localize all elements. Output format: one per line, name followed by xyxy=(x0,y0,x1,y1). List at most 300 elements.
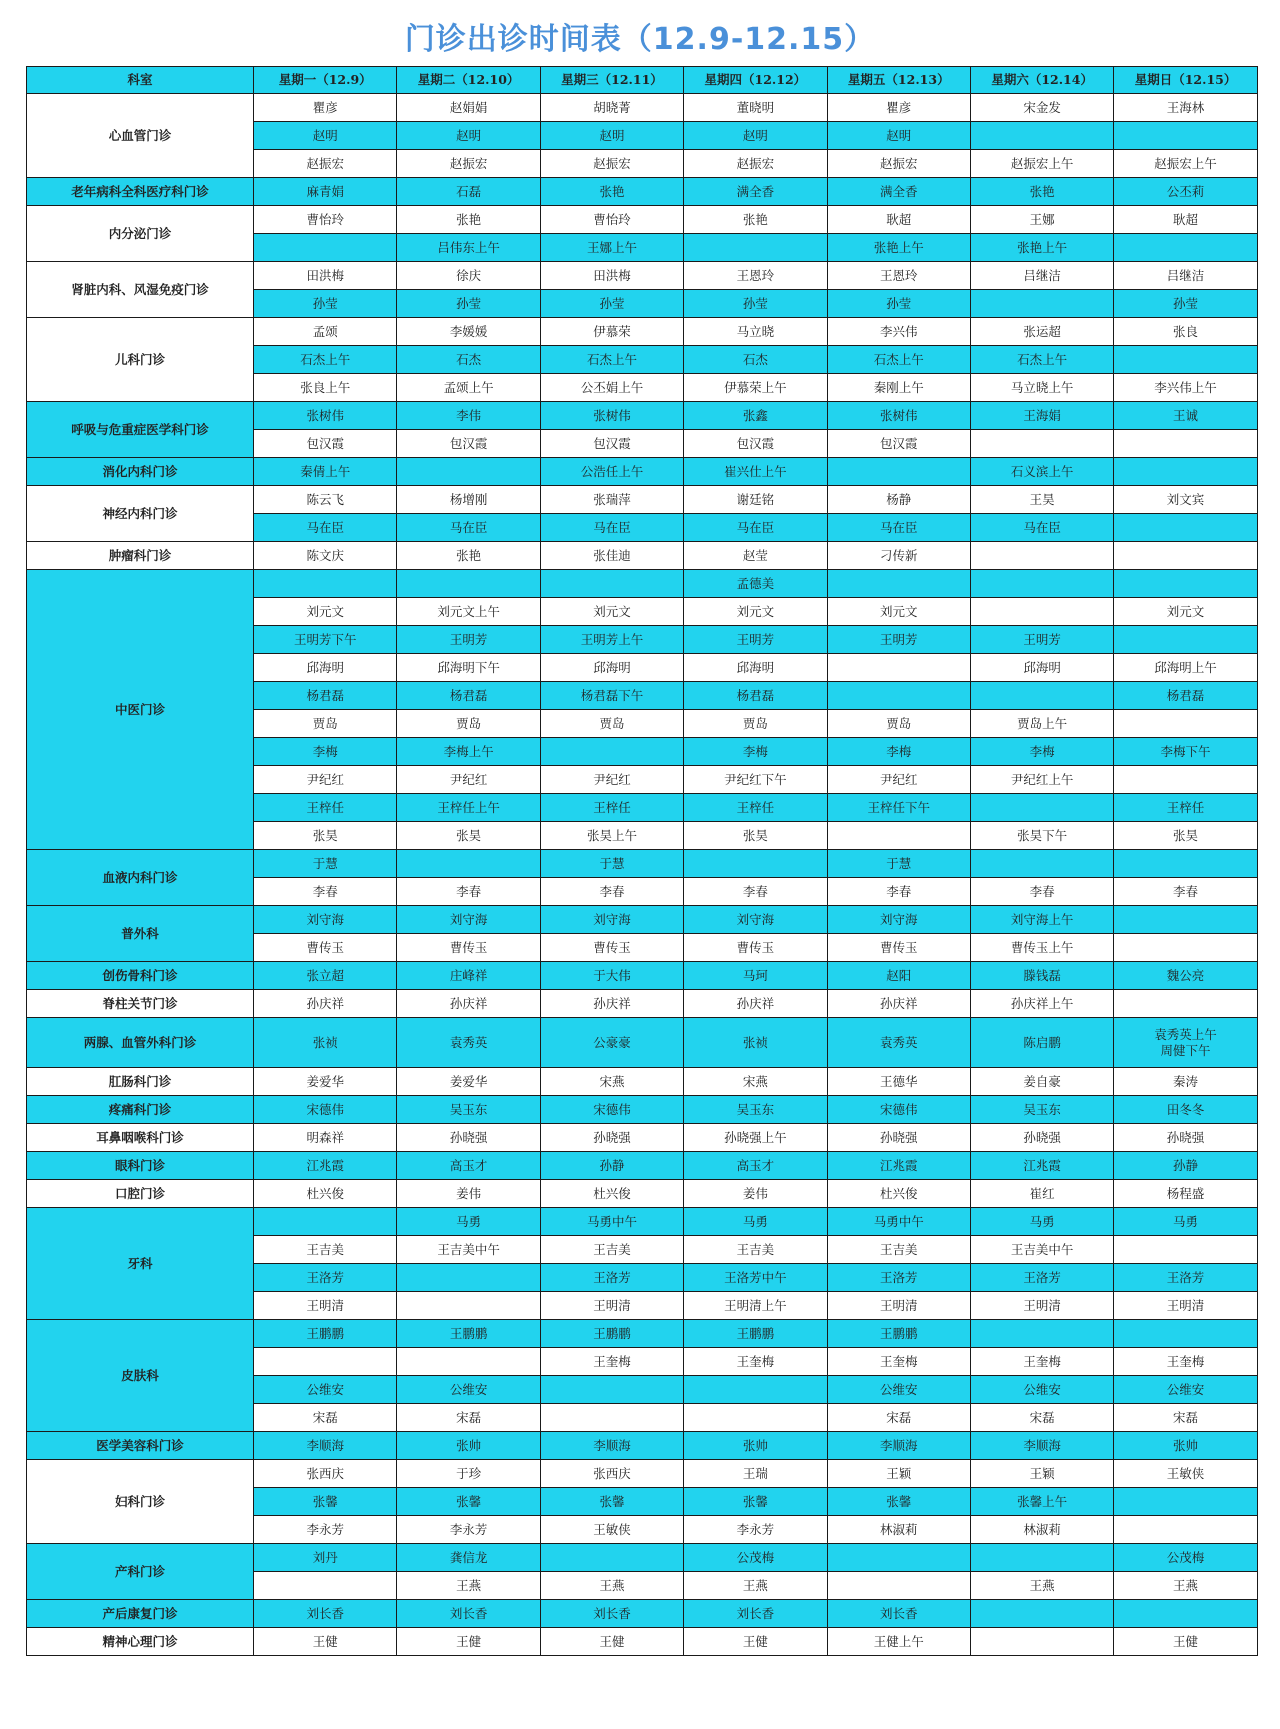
table-row xyxy=(27,1208,1258,1236)
schedule-cell xyxy=(1114,710,1257,738)
schedule-cell: 王燕 xyxy=(1114,1572,1257,1600)
schedule-cell: 于大伟 xyxy=(540,962,683,990)
schedule-cell: 赵娟娟 xyxy=(397,94,540,122)
schedule-cell: 刘守海 xyxy=(540,906,683,934)
schedule-cell: 李梅下午 xyxy=(1114,738,1257,766)
schedule-cell: 马珂 xyxy=(684,962,827,990)
table-row xyxy=(27,1432,1258,1460)
header-thursday: 星期四（12.12） xyxy=(684,67,827,94)
schedule-cell: 张艳 xyxy=(970,178,1113,206)
schedule-cell: 张艳 xyxy=(397,542,540,570)
schedule-cell: 邱海明上午 xyxy=(1114,654,1257,682)
schedule-cell xyxy=(970,598,1113,626)
schedule-cell: 王健 xyxy=(397,1628,540,1656)
schedule-cell xyxy=(827,682,970,710)
schedule-cell: 王昊 xyxy=(970,486,1113,514)
schedule-cell xyxy=(684,1404,827,1432)
schedule-cell: 张树伟 xyxy=(254,402,397,430)
schedule-cell: 满全香 xyxy=(827,178,970,206)
schedule-cell: 宋德伟 xyxy=(827,1096,970,1124)
schedule-cell: 张昊 xyxy=(684,822,827,850)
header-wednesday: 星期三（12.11） xyxy=(540,67,683,94)
schedule-cell: 姜爱华 xyxy=(254,1068,397,1096)
schedule-cell: 张馨 xyxy=(827,1488,970,1516)
schedule-cell: 王健 xyxy=(254,1628,397,1656)
schedule-cell: 王海林 xyxy=(1114,94,1257,122)
schedule-cell xyxy=(684,1376,827,1404)
schedule-cell xyxy=(970,122,1113,150)
schedule-cell: 贾岛 xyxy=(684,710,827,738)
department-name: 脊柱关节门诊 xyxy=(27,990,254,1018)
schedule-cell: 王奎梅 xyxy=(827,1348,970,1376)
department-name: 肛肠科门诊 xyxy=(27,1068,254,1096)
schedule-cell: 贾岛 xyxy=(540,710,683,738)
schedule-cell xyxy=(397,1292,540,1320)
schedule-cell: 于慧 xyxy=(827,850,970,878)
schedule-cell: 刘文宾 xyxy=(1114,486,1257,514)
schedule-cell: 张帅 xyxy=(397,1432,540,1460)
department-name: 肿瘤科门诊 xyxy=(27,542,254,570)
schedule-cell: 王洛芳 xyxy=(540,1264,683,1292)
schedule-cell: 王健 xyxy=(684,1628,827,1656)
schedule-cell: 龚信龙 xyxy=(397,1544,540,1572)
schedule-cell: 公茂梅 xyxy=(684,1544,827,1572)
table-row xyxy=(27,1096,1258,1124)
schedule-cell: 王健上午 xyxy=(827,1628,970,1656)
schedule-cell: 王吉美中午 xyxy=(970,1236,1113,1264)
department-name: 眼科门诊 xyxy=(27,1152,254,1180)
schedule-cell: 王娜 xyxy=(970,206,1113,234)
schedule-cell xyxy=(970,1544,1113,1572)
schedule-cell xyxy=(540,1376,683,1404)
table-row xyxy=(27,178,1258,206)
schedule-cell: 张帅 xyxy=(684,1432,827,1460)
schedule-cell: 林淑莉 xyxy=(970,1516,1113,1544)
schedule-cell: 滕钱磊 xyxy=(970,962,1113,990)
schedule-cell: 李伟 xyxy=(397,402,540,430)
schedule-cell xyxy=(970,850,1113,878)
schedule-cell: 包汉霞 xyxy=(254,430,397,458)
schedule-cell: 李媛媛 xyxy=(397,318,540,346)
schedule-cell: 庄峰祥 xyxy=(397,962,540,990)
schedule-cell: 刘守海 xyxy=(254,906,397,934)
schedule-cell: 王梓任下午 xyxy=(827,794,970,822)
schedule-cell: 赵振宏上午 xyxy=(1114,150,1257,178)
schedule-cell: 伊慕荣上午 xyxy=(684,374,827,402)
schedule-cell: 杜兴俊 xyxy=(540,1180,683,1208)
schedule-cell: 张良 xyxy=(1114,318,1257,346)
schedule-cell: 杨君磊 xyxy=(684,682,827,710)
schedule-cell: 陈云飞 xyxy=(254,486,397,514)
schedule-cell: 刘守海 xyxy=(827,906,970,934)
schedule-cell: 孟德美 xyxy=(684,570,827,598)
schedule-cell: 赵振宏 xyxy=(827,150,970,178)
schedule-cell: 赵振宏上午 xyxy=(970,150,1113,178)
schedule-cell: 吴玉东 xyxy=(397,1096,540,1124)
table-row xyxy=(27,1600,1258,1628)
schedule-cell: 马在臣 xyxy=(970,514,1113,542)
schedule-cell: 伊慕荣 xyxy=(540,318,683,346)
table-row xyxy=(27,1320,1258,1348)
schedule-cell: 吕继洁 xyxy=(1114,262,1257,290)
schedule-cell: 孙庆祥 xyxy=(684,990,827,1018)
schedule-cell: 包汉霞 xyxy=(827,430,970,458)
schedule-cell: 马在臣 xyxy=(827,514,970,542)
schedule-cell: 刘元文 xyxy=(540,598,683,626)
schedule-cell: 赵阳 xyxy=(827,962,970,990)
schedule-cell: 曹传玉 xyxy=(684,934,827,962)
schedule-cell: 姜伟 xyxy=(684,1180,827,1208)
schedule-cell: 石杰 xyxy=(397,346,540,374)
schedule-cell: 王燕 xyxy=(397,1572,540,1600)
schedule-cell: 尹纪红 xyxy=(254,766,397,794)
schedule-cell: 刘长香 xyxy=(827,1600,970,1628)
schedule-cell xyxy=(827,1572,970,1600)
schedule-cell: 吴玉东 xyxy=(970,1096,1113,1124)
schedule-cell: 石义滨上午 xyxy=(970,458,1113,486)
schedule-cell: 马在臣 xyxy=(684,514,827,542)
schedule-cell: 王明清上午 xyxy=(684,1292,827,1320)
header-tuesday: 星期二（12.10） xyxy=(397,67,540,94)
schedule-cell: 魏公亮 xyxy=(1114,962,1257,990)
schedule-cell: 袁秀英 xyxy=(397,1018,540,1068)
schedule-cell xyxy=(254,1572,397,1600)
schedule-cell: 张运超 xyxy=(970,318,1113,346)
schedule-cell: 王燕 xyxy=(970,1572,1113,1600)
schedule-cell: 马在臣 xyxy=(397,514,540,542)
schedule-cell: 张帅 xyxy=(1114,1432,1257,1460)
schedule-cell xyxy=(970,1600,1113,1628)
schedule-cell xyxy=(540,1544,683,1572)
schedule-cell: 张西庆 xyxy=(540,1460,683,1488)
schedule-cell: 孙晓强 xyxy=(397,1124,540,1152)
department-name: 皮肤科 xyxy=(27,1320,254,1432)
department-name: 儿科门诊 xyxy=(27,318,254,402)
schedule-cell: 吕继洁 xyxy=(970,262,1113,290)
schedule-cell: 张佳迪 xyxy=(540,542,683,570)
schedule-cell: 孙莹 xyxy=(827,290,970,318)
schedule-cell: 田洪梅 xyxy=(540,262,683,290)
schedule-cell: 陈文庆 xyxy=(254,542,397,570)
schedule-cell: 王吉美 xyxy=(827,1236,970,1264)
schedule-cell: 王明芳 xyxy=(827,626,970,654)
schedule-cell: 王明芳 xyxy=(970,626,1113,654)
schedule-cell xyxy=(1114,906,1257,934)
schedule-cell xyxy=(970,1628,1113,1656)
schedule-cell: 杨君磊 xyxy=(397,682,540,710)
schedule-cell: 李兴伟 xyxy=(827,318,970,346)
schedule-cell: 王吉美 xyxy=(540,1236,683,1264)
table-row xyxy=(27,1018,1258,1068)
schedule-cell: 王奎梅 xyxy=(1114,1348,1257,1376)
schedule-cell: 王明清 xyxy=(970,1292,1113,1320)
table-row xyxy=(27,906,1258,934)
schedule-cell: 王奎梅 xyxy=(970,1348,1113,1376)
schedule-cell: 王鹏鹏 xyxy=(684,1320,827,1348)
schedule-cell: 李春 xyxy=(827,878,970,906)
table-row xyxy=(27,850,1258,878)
schedule-cell: 孙莹 xyxy=(254,290,397,318)
schedule-cell xyxy=(684,850,827,878)
schedule-cell: 邱海明 xyxy=(684,654,827,682)
schedule-cell: 姜自豪 xyxy=(970,1068,1113,1096)
schedule-cell: 公维安 xyxy=(970,1376,1113,1404)
schedule-cell: 孙晓强上午 xyxy=(684,1124,827,1152)
schedule-cell: 石杰上午 xyxy=(970,346,1113,374)
schedule-cell: 田冬冬 xyxy=(1114,1096,1257,1124)
schedule-cell: 杨程盛 xyxy=(1114,1180,1257,1208)
schedule-cell: 王梓任 xyxy=(1114,794,1257,822)
department-name: 神经内科门诊 xyxy=(27,486,254,542)
schedule-cell: 李顺海 xyxy=(970,1432,1113,1460)
schedule-cell: 于慧 xyxy=(540,850,683,878)
schedule-cell: 刘长香 xyxy=(540,1600,683,1628)
schedule-cell: 姜伟 xyxy=(397,1180,540,1208)
schedule-cell xyxy=(970,570,1113,598)
schedule-cell xyxy=(1114,766,1257,794)
schedule-cell: 李兴伟上午 xyxy=(1114,374,1257,402)
schedule-cell: 孙莹 xyxy=(1114,290,1257,318)
schedule-cell: 李顺海 xyxy=(540,1432,683,1460)
schedule-cell xyxy=(970,682,1113,710)
schedule-cell: 马立晓 xyxy=(684,318,827,346)
schedule-cell: 宋磊 xyxy=(254,1404,397,1432)
header-row xyxy=(27,67,1258,94)
schedule-cell: 孟颂上午 xyxy=(397,374,540,402)
schedule-cell: 宋德伟 xyxy=(540,1096,683,1124)
schedule-cell: 王梓任 xyxy=(540,794,683,822)
schedule-cell: 公丕娟上午 xyxy=(540,374,683,402)
schedule-cell xyxy=(970,542,1113,570)
department-name: 内分泌门诊 xyxy=(27,206,254,262)
schedule-cell: 曹传玉 xyxy=(827,934,970,962)
schedule-cell: 王德华 xyxy=(827,1068,970,1096)
schedule-cell: 张昊 xyxy=(254,822,397,850)
department-name: 血液内科门诊 xyxy=(27,850,254,906)
schedule-cell: 孙静 xyxy=(540,1152,683,1180)
schedule-cell xyxy=(970,290,1113,318)
schedule-cell: 刘元文 xyxy=(827,598,970,626)
department-name: 心血管门诊 xyxy=(27,94,254,178)
schedule-cell: 张艳上午 xyxy=(827,234,970,262)
schedule-cell: 王鹏鹏 xyxy=(397,1320,540,1348)
department-name: 创伤骨科门诊 xyxy=(27,962,254,990)
schedule-cell: 石磊 xyxy=(397,178,540,206)
schedule-body xyxy=(27,94,1258,1656)
schedule-cell: 李永芳 xyxy=(254,1516,397,1544)
schedule-cell: 马在臣 xyxy=(254,514,397,542)
schedule-cell: 张昊 xyxy=(1114,822,1257,850)
schedule-cell: 袁秀英 xyxy=(827,1018,970,1068)
schedule-cell: 王颖 xyxy=(827,1460,970,1488)
department-name: 医学美容科门诊 xyxy=(27,1432,254,1460)
schedule-cell xyxy=(1114,850,1257,878)
schedule-cell: 麻青娟 xyxy=(254,178,397,206)
schedule-cell: 赵明 xyxy=(684,122,827,150)
header-monday: 星期一（12.9） xyxy=(254,67,397,94)
schedule-cell: 刘丹 xyxy=(254,1544,397,1572)
schedule-cell xyxy=(1114,514,1257,542)
schedule-cell: 公维安 xyxy=(1114,1376,1257,1404)
schedule-cell: 王洛芳 xyxy=(970,1264,1113,1292)
schedule-cell: 宋燕 xyxy=(540,1068,683,1096)
schedule-cell: 包汉霞 xyxy=(684,430,827,458)
schedule-cell: 于珍 xyxy=(397,1460,540,1488)
schedule-cell xyxy=(827,822,970,850)
schedule-cell xyxy=(1114,1600,1257,1628)
schedule-cell: 江兆霞 xyxy=(827,1152,970,1180)
schedule-cell xyxy=(1114,1320,1257,1348)
schedule-cell: 秦涛 xyxy=(1114,1068,1257,1096)
schedule-cell: 张鑫 xyxy=(684,402,827,430)
header-friday: 星期五（12.13） xyxy=(827,67,970,94)
schedule-cell: 满全香 xyxy=(684,178,827,206)
schedule-cell: 王恩玲 xyxy=(827,262,970,290)
schedule-cell: 尹纪红下午 xyxy=(684,766,827,794)
schedule-cell: 石杰 xyxy=(684,346,827,374)
schedule-cell: 孙莹 xyxy=(397,290,540,318)
schedule-cell xyxy=(254,1348,397,1376)
schedule-cell xyxy=(1114,458,1257,486)
schedule-cell: 明森祥 xyxy=(254,1124,397,1152)
schedule-cell: 袁秀英上午 周健下午 xyxy=(1114,1018,1257,1068)
header-saturday: 星期六（12.14） xyxy=(970,67,1113,94)
schedule-cell: 孙庆祥 xyxy=(540,990,683,1018)
schedule-cell: 谢廷铭 xyxy=(684,486,827,514)
schedule-cell: 公浩任上午 xyxy=(540,458,683,486)
schedule-cell: 包汉霞 xyxy=(397,430,540,458)
schedule-cell xyxy=(827,1544,970,1572)
schedule-cell: 马立晓上午 xyxy=(970,374,1113,402)
schedule-cell: 张良上午 xyxy=(254,374,397,402)
department-name: 产科门诊 xyxy=(27,1544,254,1600)
schedule-cell: 孟颂 xyxy=(254,318,397,346)
schedule-cell: 马在臣 xyxy=(540,514,683,542)
schedule-cell: 张树伟 xyxy=(540,402,683,430)
schedule-cell: 宋磊 xyxy=(827,1404,970,1432)
schedule-cell: 宋磊 xyxy=(1114,1404,1257,1432)
table-row xyxy=(27,458,1258,486)
schedule-cell: 尹纪红 xyxy=(827,766,970,794)
department-name: 口腔门诊 xyxy=(27,1180,254,1208)
schedule-cell: 张馨上午 xyxy=(970,1488,1113,1516)
schedule-cell xyxy=(827,458,970,486)
schedule-cell: 张祯 xyxy=(684,1018,827,1068)
schedule-cell: 瞿彦 xyxy=(827,94,970,122)
schedule-cell: 张西庆 xyxy=(254,1460,397,1488)
table-row xyxy=(27,542,1258,570)
schedule-cell xyxy=(1114,1236,1257,1264)
schedule-cell: 马勇 xyxy=(1114,1208,1257,1236)
schedule-cell: 李春 xyxy=(684,878,827,906)
table-row xyxy=(27,1068,1258,1096)
schedule-cell: 王诚 xyxy=(1114,402,1257,430)
table-row xyxy=(27,318,1258,346)
schedule-cell: 张馨 xyxy=(397,1488,540,1516)
schedule-cell: 李春 xyxy=(540,878,683,906)
schedule-cell: 秦倩上午 xyxy=(254,458,397,486)
schedule-cell: 李梅 xyxy=(684,738,827,766)
schedule-cell: 宋燕 xyxy=(684,1068,827,1096)
schedule-cell: 曹传玉上午 xyxy=(970,934,1113,962)
schedule-cell: 王鹏鹏 xyxy=(254,1320,397,1348)
schedule-cell: 李顺海 xyxy=(254,1432,397,1460)
schedule-cell: 王健 xyxy=(1114,1628,1257,1656)
schedule-cell: 张艳上午 xyxy=(970,234,1113,262)
schedule-cell: 田洪梅 xyxy=(254,262,397,290)
table-row xyxy=(27,486,1258,514)
schedule-cell: 张瑞萍 xyxy=(540,486,683,514)
schedule-cell xyxy=(827,654,970,682)
schedule-cell: 李春 xyxy=(397,878,540,906)
department-name: 普外科 xyxy=(27,906,254,962)
schedule-cell: 刘元文上午 xyxy=(397,598,540,626)
schedule-cell: 邱海明 xyxy=(970,654,1113,682)
schedule-cell xyxy=(1114,570,1257,598)
schedule-cell: 王海娟 xyxy=(970,402,1113,430)
schedule-cell: 邱海明 xyxy=(540,654,683,682)
schedule-cell: 王敏侠 xyxy=(1114,1460,1257,1488)
schedule-cell: 李永芳 xyxy=(684,1516,827,1544)
schedule-cell: 张艳 xyxy=(540,178,683,206)
schedule-cell xyxy=(397,1264,540,1292)
schedule-cell: 赵明 xyxy=(540,122,683,150)
schedule-cell: 董晓明 xyxy=(684,94,827,122)
schedule-cell: 李春 xyxy=(970,878,1113,906)
schedule-cell: 公维安 xyxy=(254,1376,397,1404)
schedule-cell: 石杰上午 xyxy=(540,346,683,374)
schedule-cell: 孙莹 xyxy=(684,290,827,318)
schedule-cell: 宋磊 xyxy=(970,1404,1113,1432)
schedule-cell: 刘元文 xyxy=(684,598,827,626)
schedule-cell xyxy=(540,570,683,598)
schedule-cell: 江兆霞 xyxy=(254,1152,397,1180)
schedule-cell: 石杰上午 xyxy=(254,346,397,374)
department-name: 两腺、血管外科门诊 xyxy=(27,1018,254,1068)
schedule-cell: 曹怡玲 xyxy=(540,206,683,234)
schedule-cell xyxy=(970,430,1113,458)
schedule-cell: 曹传玉 xyxy=(397,934,540,962)
schedule-cell: 崔红 xyxy=(970,1180,1113,1208)
schedule-cell: 李春 xyxy=(254,878,397,906)
schedule-cell: 刘守海 xyxy=(684,906,827,934)
schedule-cell: 崔兴仕上午 xyxy=(684,458,827,486)
table-row xyxy=(27,962,1258,990)
schedule-cell xyxy=(970,1320,1113,1348)
page-title: 门诊出诊时间表（12.9-12.15） xyxy=(404,22,876,57)
schedule-cell: 孙庆祥 xyxy=(254,990,397,1018)
schedule-cell: 李梅 xyxy=(827,738,970,766)
schedule-cell xyxy=(254,570,397,598)
schedule-cell: 孙晓强 xyxy=(970,1124,1113,1152)
header-sunday: 星期日（12.15） xyxy=(1114,67,1257,94)
schedule-cell: 徐庆 xyxy=(397,262,540,290)
schedule-cell xyxy=(1114,1516,1257,1544)
department-name: 牙科 xyxy=(27,1208,254,1320)
schedule-cell: 刘守海 xyxy=(397,906,540,934)
schedule-cell: 杨君磊 xyxy=(254,682,397,710)
schedule-cell xyxy=(540,1404,683,1432)
schedule-cell: 王洛芳 xyxy=(827,1264,970,1292)
schedule-cell: 孙晓强 xyxy=(540,1124,683,1152)
schedule-cell: 王娜上午 xyxy=(540,234,683,262)
schedule-cell: 刁传新 xyxy=(827,542,970,570)
schedule-cell: 马勇 xyxy=(970,1208,1113,1236)
schedule-cell xyxy=(970,794,1113,822)
schedule-cell: 杨君磊下午 xyxy=(540,682,683,710)
schedule-table xyxy=(26,66,1258,1656)
schedule-cell xyxy=(254,1208,397,1236)
